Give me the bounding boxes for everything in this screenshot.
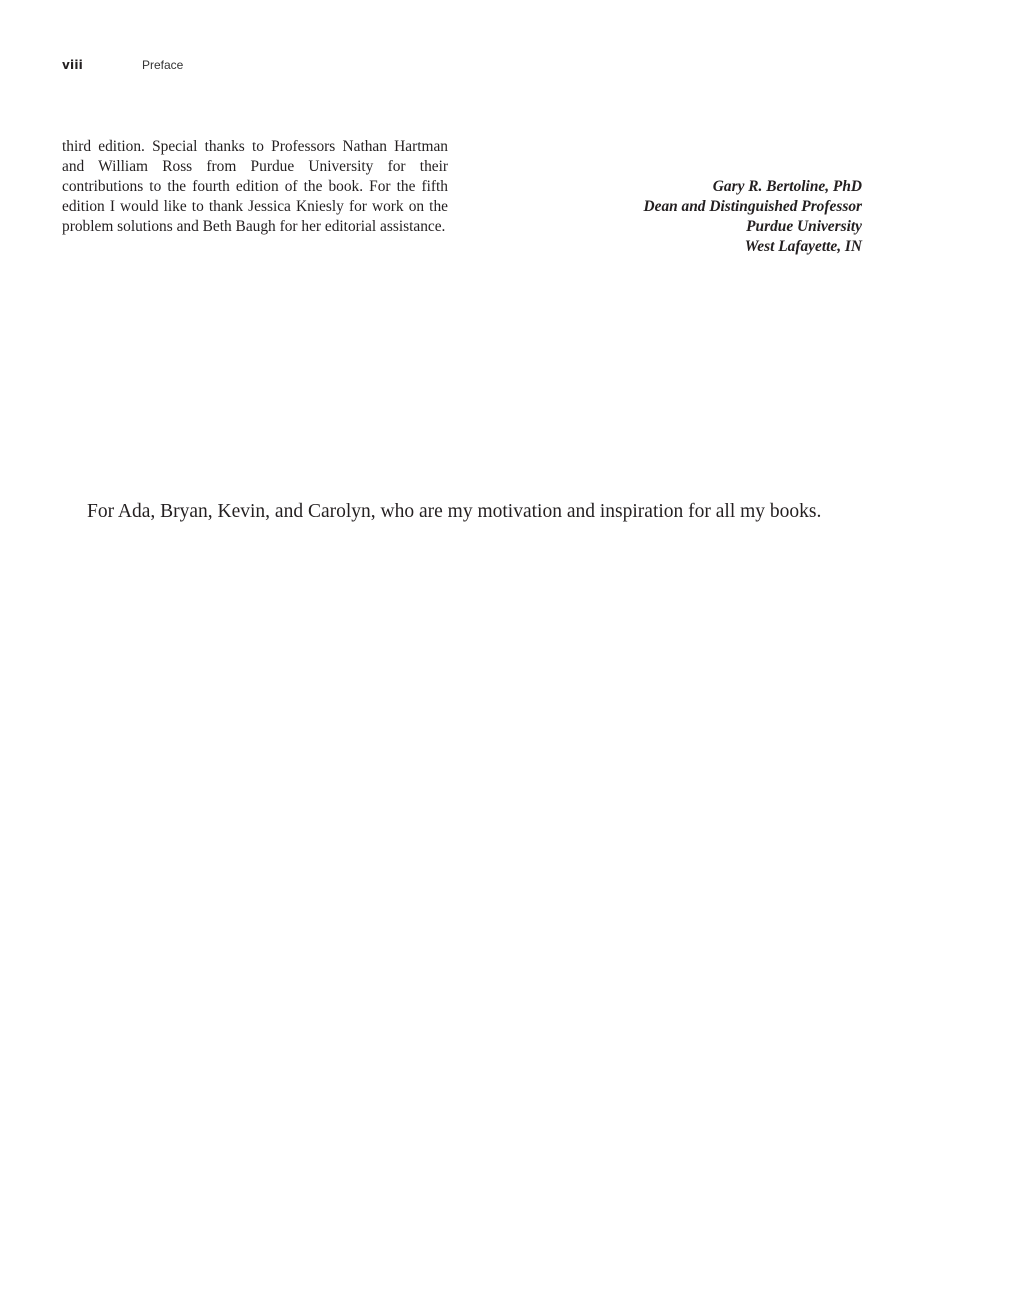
author-location: West Lafayette, IN	[744, 238, 862, 255]
author-name: Gary R. Bertoline, PhD	[712, 178, 862, 195]
running-head	[62, 58, 183, 72]
section-title: Preface	[142, 58, 184, 72]
author-title: Dean and Distinguished Professor	[643, 198, 862, 215]
preface-paragraph: third edition. Special thanks to Professors Nathan Hartman and William Ross from Purdue University for their contributions to the fourth edition of the book. For the fifth edition I would like to thank Jessica Kniesly for work on the problem solutions and Beth Baugh for her editorial assistance.	[62, 138, 448, 235]
dedication: For Ada, Bryan, Kevin, and Carolyn, who are my motivation and inspiration for all my books.	[87, 501, 822, 522]
page-number: viii	[62, 58, 83, 72]
signature-block	[482, 177, 862, 257]
author-institution: Purdue University	[746, 218, 862, 235]
